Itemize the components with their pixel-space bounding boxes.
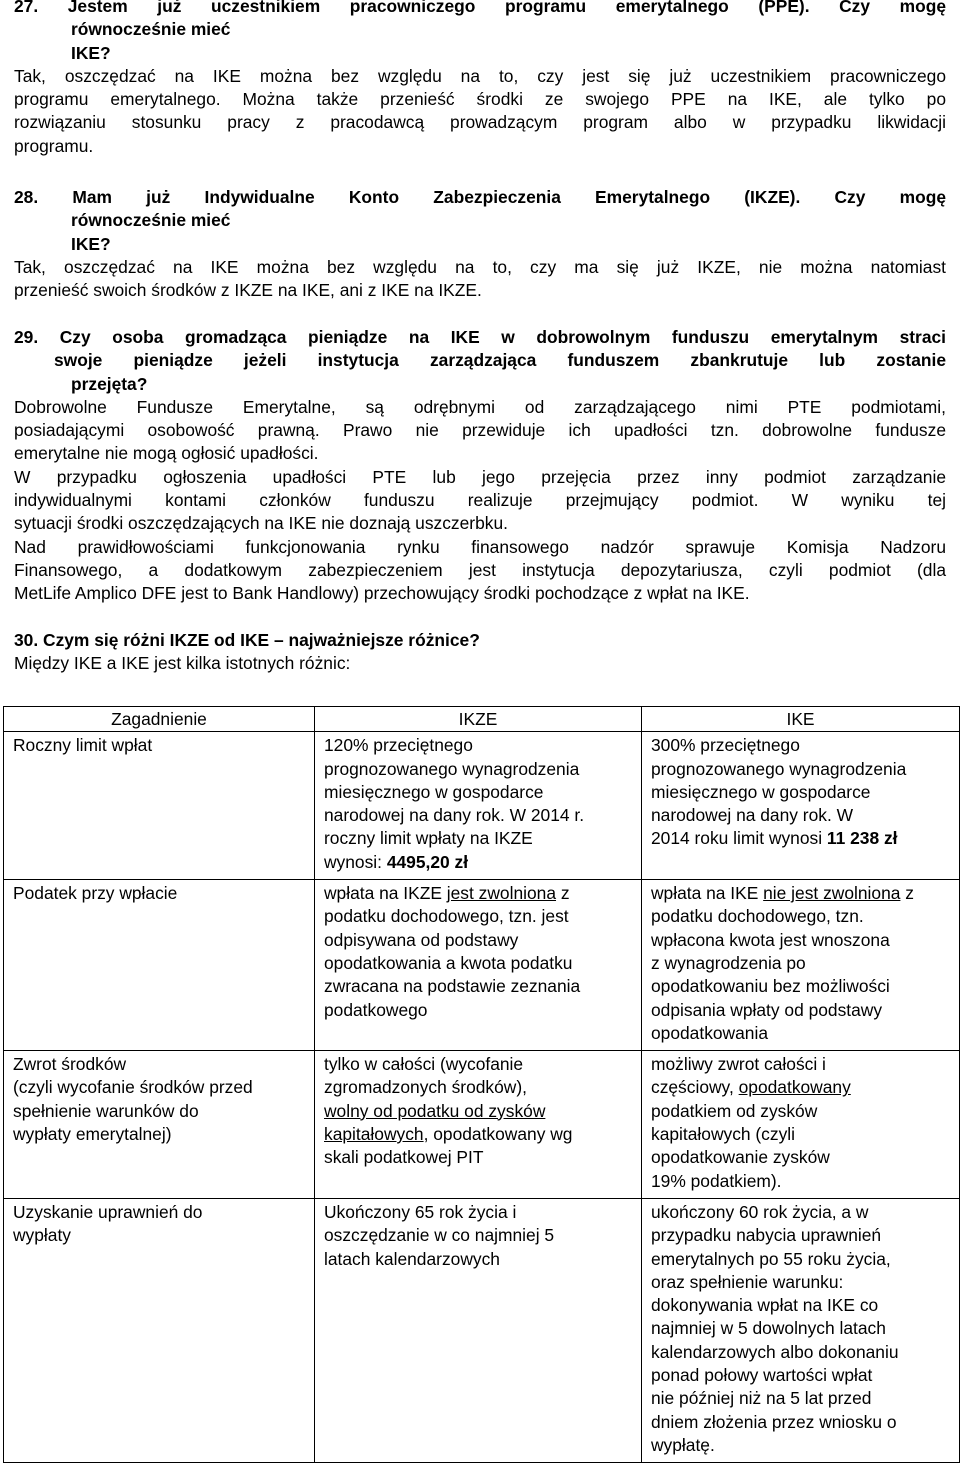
table-cell-topic: Zwrot środków (czyli wycofanie środków przed spełnienie warunków do wypłaty emerytalnej): [4, 1051, 315, 1199]
answer-paragraph: [14, 536, 946, 606]
answer-line: indywidualnymi kontami członków funduszu realizuje przejmujący podmiot. W wyniku tej: [14, 490, 946, 511]
table-cell-ikze: Ukończony 65 rok życia i oszczędzanie w co najmniej 5 latach kalendarzowych: [315, 1198, 642, 1462]
table-row: [4, 1198, 960, 1462]
column-header: Zagadnienie: [4, 707, 315, 732]
column-header: IKZE: [315, 707, 642, 732]
question-heading-cont: równocześnie mieć: [71, 210, 231, 231]
question-heading-cont: równocześnie mieć: [71, 19, 231, 40]
faq-item-30: [14, 629, 946, 676]
table-cell-ike: możliwy zwrot całości i częściowy, opodatkowany podatkiem od zysków kapitałowych (czyli opodatkowanie zysków 19% podatkiem).: [642, 1051, 960, 1199]
answer-text: [14, 256, 946, 303]
answer-line: Tak, oszczędzać na IKE można bez względu na to, czy ma się już IKZE, nie można natomiast: [14, 256, 946, 277]
answer-text: [14, 65, 946, 158]
table-cell-ikze: wpłata na IKZE jest zwolniona z podatku dochodowego, tzn. jest odpisywana od podstawy opodatkowania a kwota podatku zwracana na podstawie zeznania podatkowego: [315, 880, 642, 1051]
answer-line: sytuacji środki oszczędzających na IKE nie doznają uszczerbku.: [14, 513, 508, 534]
table-cell-topic: Uzyskanie uprawnień do wypłaty: [4, 1198, 315, 1462]
answer-line: emerytalne nie mogą ogłosić upadłości.: [14, 443, 319, 464]
answer-line: posiadającymi osobowość prawną. Prawo nie przewiduje ich upadłości tzn. dobrowolne fundusze: [14, 420, 946, 441]
column-header: IKE: [642, 707, 960, 732]
table-cell-ike: 300% przeciętnego prognozowanego wynagrodzenia miesięcznego w gospodarce narodowej na dany rok. W 2014 roku limit wynosi 11 238 zł: [642, 732, 960, 880]
answer-line: programu emerytalnego. Można także przenieść środki ze swojego PPE na IKE, ale tylko po: [14, 89, 946, 110]
table-cell-ikze: tylko w całości (wycofanie zgromadzonych środków), wolny od podatku od zysków kapitałowych, opodatkowany wg skali podatkowej PIT: [315, 1051, 642, 1199]
table-header-row: [4, 707, 960, 732]
answer-paragraph: [14, 396, 946, 466]
table-cell-topic: Roczny limit wpłat: [4, 732, 315, 880]
answer-line: W przypadku ogłoszenia upadłości PTE lub jego przejęcia przez inny podmiot zarządzanie: [14, 466, 946, 487]
table-cell-ike: ukończony 60 rok życia, a w przypadku nabycia uprawnień emerytalnych po 55 roku życia, oraz spełnienie warunku: dokonywania wpłat na IKE co najmniej w 5 dowolnych latach kalendarzowych albo dokonaniu ponad połowy wartości wpłat nie później niż na 5 lat przed dniem złożenia przez wniosku o wypłatę.: [642, 1198, 960, 1462]
question-heading-cont: swoje pieniądze jeżeli instytucja zarządzająca funduszem zbankrutuje lub zostanie: [54, 350, 946, 371]
answer-line: MetLife Amplico DFE jest to Bank Handlowy) przechowujący środki pochodzące z wpłat na IKE.: [14, 583, 750, 604]
answer-line: Dobrowolne Fundusze Emerytalne, są odrębnymi od zarządzającego nimi PTE podmiotami,: [14, 396, 946, 417]
answer-line: Nad prawidłowościami funkcjonowania rynku finansowego nadzór sprawuje Komisja Nadzoru: [14, 536, 946, 557]
faq-item-28: [14, 186, 946, 302]
faq-item-29: [14, 326, 946, 606]
table-row: [4, 880, 960, 1051]
table-row: [4, 1051, 960, 1199]
question-heading: 30. Czym się różni IKZE od IKE – najważniejsze różnice?: [14, 630, 480, 650]
answer-line: rozwiązaniu stosunku pracy z pracodawcą prowadzącym program albo w przypadku likwidacji: [14, 112, 946, 133]
question-heading-cont: IKE?: [71, 233, 111, 254]
table-cell-ike: wpłata na IKE nie jest zwolniona z podatku dochodowego, tzn. wpłacona kwota jest wnoszona z wynagrodzenia po opodatkowaniu bez możliwości odpisania wpłaty od podstawy opodatkowania: [642, 880, 960, 1051]
answer-paragraph: [14, 466, 946, 536]
table-cell-topic: Podatek przy wpłacie: [4, 880, 315, 1051]
answer-line: przenieść swoich środków z IKZE na IKE, ani z IKE na IKZE.: [14, 280, 482, 301]
question-heading: 28. Mam już Indywidualne Konto Zabezpieczenia Emerytalnego (IKZE). Czy mogę: [14, 187, 946, 207]
table-row: [4, 732, 960, 880]
question-heading: 29. Czy osoba gromadząca pieniądze na IKE w dobrowolnym funduszu emerytalnym straci: [14, 327, 946, 347]
question-heading-cont: przejęta?: [71, 373, 148, 394]
question-heading: 27. Jestem już uczestnikiem pracowniczego programu emerytalnego (PPE). Czy mogę: [14, 0, 946, 16]
answer-line: Finansowego, a dodatkowym zabezpieczeniem jest instytucja depozytariusza, czyli podmiot (dla: [14, 559, 946, 580]
faq-item-27: [14, 0, 946, 158]
answer-line: Tak, oszczędzać na IKE można bez względu na to, czy jest się już uczestnikiem pracowniczego: [14, 65, 946, 86]
intro-text: Między IKE a IKE jest kilka istotnych różnic:: [14, 653, 351, 674]
table-cell-ikze: 120% przeciętnego prognozowanego wynagrodzenia miesięcznego w gospodarce narodowej na dany rok. W 2014 r. roczny limit wpłaty na IKZE wynosi: 4495,20 zł: [315, 732, 642, 880]
question-heading-cont: IKE?: [71, 42, 111, 63]
comparison-table: [3, 706, 960, 1463]
answer-line: programu.: [14, 135, 94, 156]
